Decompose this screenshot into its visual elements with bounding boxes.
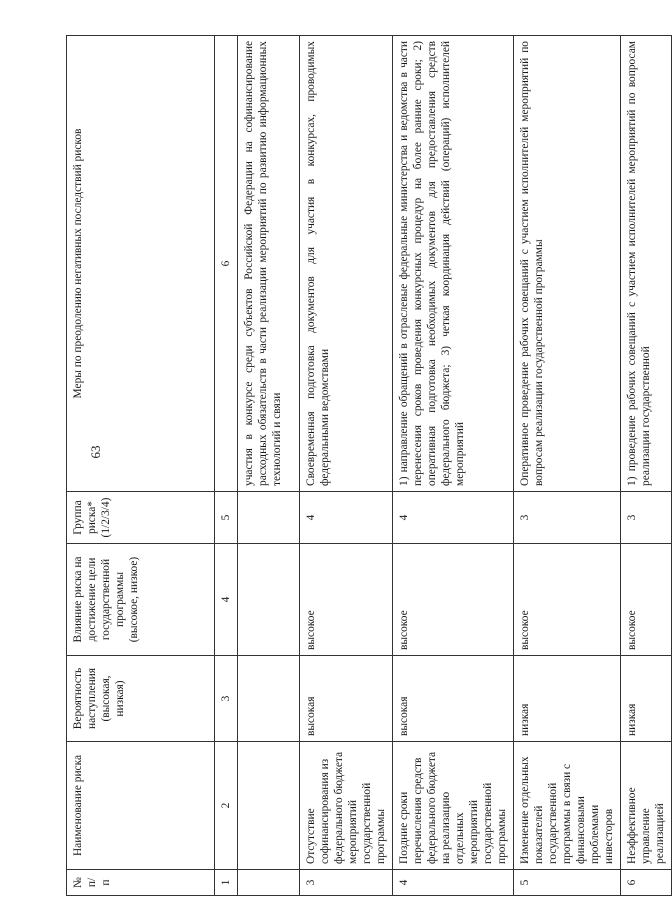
header-impact: Влияние риска на достижение цели государственной программы (высокое, низкое)	[67, 544, 215, 656]
rotated-page-wrapper	[66, 36, 667, 896]
row-num	[238, 870, 300, 896]
table-row	[238, 36, 300, 896]
row-risk-name: Изменение отдельных показателей государственной программы в связи с финансовыми проблемами инвесторов	[514, 742, 621, 870]
page-number: 63	[88, 445, 103, 459]
row-measures: Своевременная подготовка документов для участия в конкурсах, проводимых федеральными ведомствами	[300, 36, 393, 492]
table-row	[300, 36, 393, 896]
row-probability	[238, 656, 300, 742]
column-number: 6	[215, 36, 238, 492]
row-measures: 1) проведение рабочих совещаний с участием исполнителей мероприятий по вопросам реализации государственной	[621, 36, 672, 492]
row-risk-name: Отсутствие софинансирования из федерального бюджета мероприятий государственной программы	[300, 742, 393, 870]
row-probability: низкая	[514, 656, 621, 742]
column-number: 5	[215, 492, 238, 544]
row-risk-name: Поздние сроки перечисления средств федерального бюджета на реализацию отдельных мероприятий государственной программы	[393, 742, 514, 870]
row-group: 4	[300, 492, 393, 544]
header-group: Группа риска* (1/2/3/4)	[67, 492, 215, 544]
header-probability: Вероятность наступления (высокая, низкая)	[67, 656, 215, 742]
row-impact: высокое	[514, 544, 621, 656]
row-impact: высокое	[300, 544, 393, 656]
row-num: 3	[300, 870, 393, 896]
row-group	[238, 492, 300, 544]
header-risk-name: Наименование риска	[67, 742, 215, 870]
row-measures: Оперативное проведение рабочих совещаний с участием исполнителей мероприятий по вопросам реализации государственной программы	[514, 36, 621, 492]
row-probability: низкая	[621, 656, 672, 742]
row-measures: 1) направление обращений в отраслевые федеральные министерства и ведомства в части перенесения сроков проведения конкурсных процедур на более ранние сроки; 2) оперативная подготовка необходимых документов для предоставления средств федерального бюджета; 3) четкая координация действий (операций) исполнителей мероприятий	[393, 36, 514, 492]
row-num: 4	[393, 870, 514, 896]
column-number-row	[215, 36, 238, 896]
row-risk-name	[238, 742, 300, 870]
row-impact: высокое	[621, 544, 672, 656]
header-row	[67, 36, 215, 896]
row-probability: высокая	[393, 656, 514, 742]
column-number: 1	[215, 870, 238, 896]
table-row	[514, 36, 621, 896]
row-group: 3	[514, 492, 621, 544]
row-impact	[238, 544, 300, 656]
row-group: 4	[393, 492, 514, 544]
rotated-table-container	[66, 36, 667, 896]
row-num: 6	[621, 870, 672, 896]
row-group: 3	[621, 492, 672, 544]
table-row	[393, 36, 514, 896]
row-risk-name: Неэффективное управление реализацией	[621, 742, 672, 870]
column-number: 4	[215, 544, 238, 656]
row-measures: участия в конкурсе среди субъектов Российской Федерации на софинансирование расходных обязательств в части реализации мероприятий по развитию информационных технологий и связи	[238, 36, 300, 492]
row-probability: высокая	[300, 656, 393, 742]
header-measures: Меры по преодолению негативных последствий рисков	[67, 36, 215, 492]
column-number: 2	[215, 742, 238, 870]
table-row	[621, 36, 672, 896]
header-num: № п/п	[67, 870, 215, 896]
row-num: 5	[514, 870, 621, 896]
column-number: 3	[215, 656, 238, 742]
row-impact: высокое	[393, 544, 514, 656]
risk-table	[66, 35, 672, 896]
